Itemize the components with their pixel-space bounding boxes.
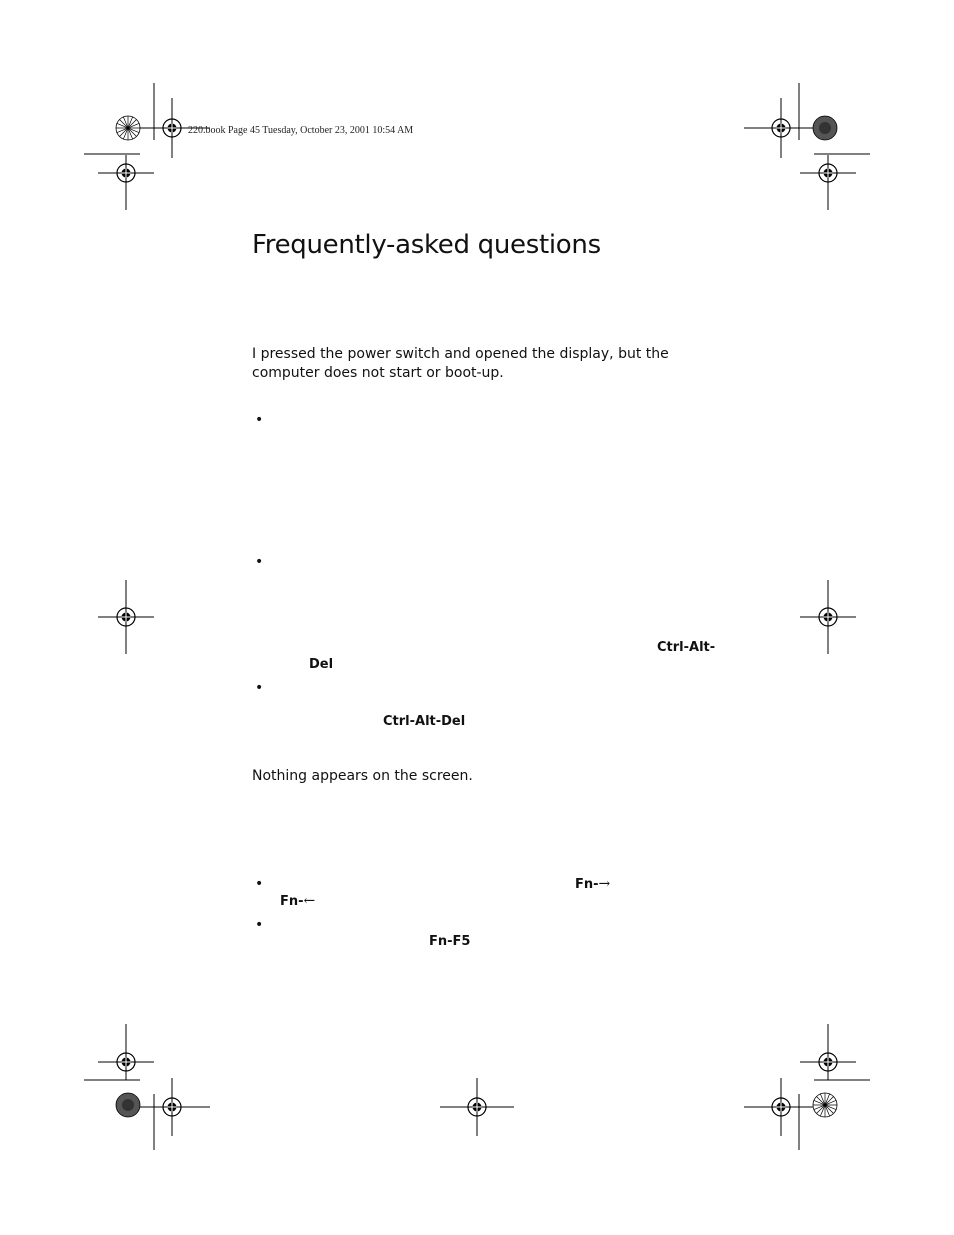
arrow-right-icon: → [598, 876, 611, 892]
question-blank-screen: Nothing appears on the screen. [252, 768, 473, 784]
print-slug: 220.book Page 45 Tuesday, October 23, 2001 10:54 AM [188, 125, 414, 136]
bullet-3: • [255, 680, 264, 696]
key-fn-left-label: Fn- [280, 894, 304, 909]
key-fn-left [280, 893, 315, 909]
key-fn-right [575, 876, 610, 892]
crop-mark-bottom-center [440, 1078, 514, 1136]
crop-mark-middle-right [800, 580, 856, 654]
crop-mark-bottom-right [744, 1024, 870, 1150]
crop-mark-bottom-left [84, 1024, 210, 1150]
key-ctrl-alt: Ctrl-Alt- [657, 640, 716, 655]
bullet-1: • [255, 412, 264, 428]
key-del: Del [309, 657, 334, 672]
bullet-2: • [255, 554, 264, 570]
key-fn-f5: Fn-F5 [429, 934, 471, 949]
bullet-4: • [255, 876, 264, 892]
question-power-no-boot: I pressed the power switch and opened the display, but the computer does not start or boot-up. [252, 346, 669, 381]
crop-mark-middle-left [98, 580, 154, 654]
key-fn-right-label: Fn- [575, 877, 599, 892]
bullet-5: • [255, 917, 264, 933]
arrow-left-icon: ← [303, 893, 316, 909]
crop-mark-top-right [744, 83, 870, 210]
key-ctrl-alt-del: Ctrl-Alt-Del [383, 714, 466, 729]
page-title: Frequently-asked questions [252, 230, 601, 260]
crop-mark-top-left [84, 83, 210, 210]
